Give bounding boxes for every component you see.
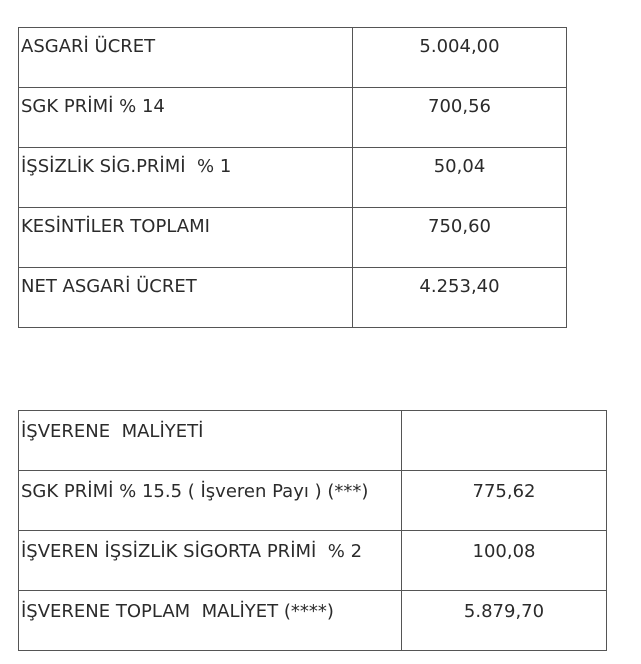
row-label: ASGARİ ÜCRET <box>19 28 353 88</box>
row-label: SGK PRİMİ % 15.5 ( İşveren Payı ) (***) <box>19 471 402 531</box>
net-wage-table <box>18 27 567 328</box>
table-row <box>19 208 567 268</box>
row-value: 4.253,40 <box>353 268 567 328</box>
row-value: 5.004,00 <box>353 28 567 88</box>
table-row <box>19 591 607 651</box>
table-row <box>19 28 567 88</box>
table-row <box>19 148 567 208</box>
table-row <box>19 471 607 531</box>
table-row <box>19 531 607 591</box>
row-label: KESİNTİLER TOPLAMI <box>19 208 353 268</box>
table-row <box>19 268 567 328</box>
row-value: 775,62 <box>402 471 607 531</box>
row-label: NET ASGARİ ÜCRET <box>19 268 353 328</box>
row-label: İŞVEREN İŞSİZLİK SİGORTA PRİMİ % 2 <box>19 531 402 591</box>
row-value: 50,04 <box>353 148 567 208</box>
row-value: 5.879,70 <box>402 591 607 651</box>
table-header-row <box>19 411 607 471</box>
row-value: 100,08 <box>402 531 607 591</box>
row-label: SGK PRİMİ % 14 <box>19 88 353 148</box>
row-label: İŞSİZLİK SİG.PRİMİ % 1 <box>19 148 353 208</box>
table-row <box>19 88 567 148</box>
employer-cost-table <box>18 410 607 651</box>
row-label: İŞVERENE TOPLAM MALİYET (****) <box>19 591 402 651</box>
row-value: 700,56 <box>353 88 567 148</box>
header-label: İŞVERENE MALİYETİ <box>19 411 402 471</box>
header-value <box>402 411 607 471</box>
row-value: 750,60 <box>353 208 567 268</box>
